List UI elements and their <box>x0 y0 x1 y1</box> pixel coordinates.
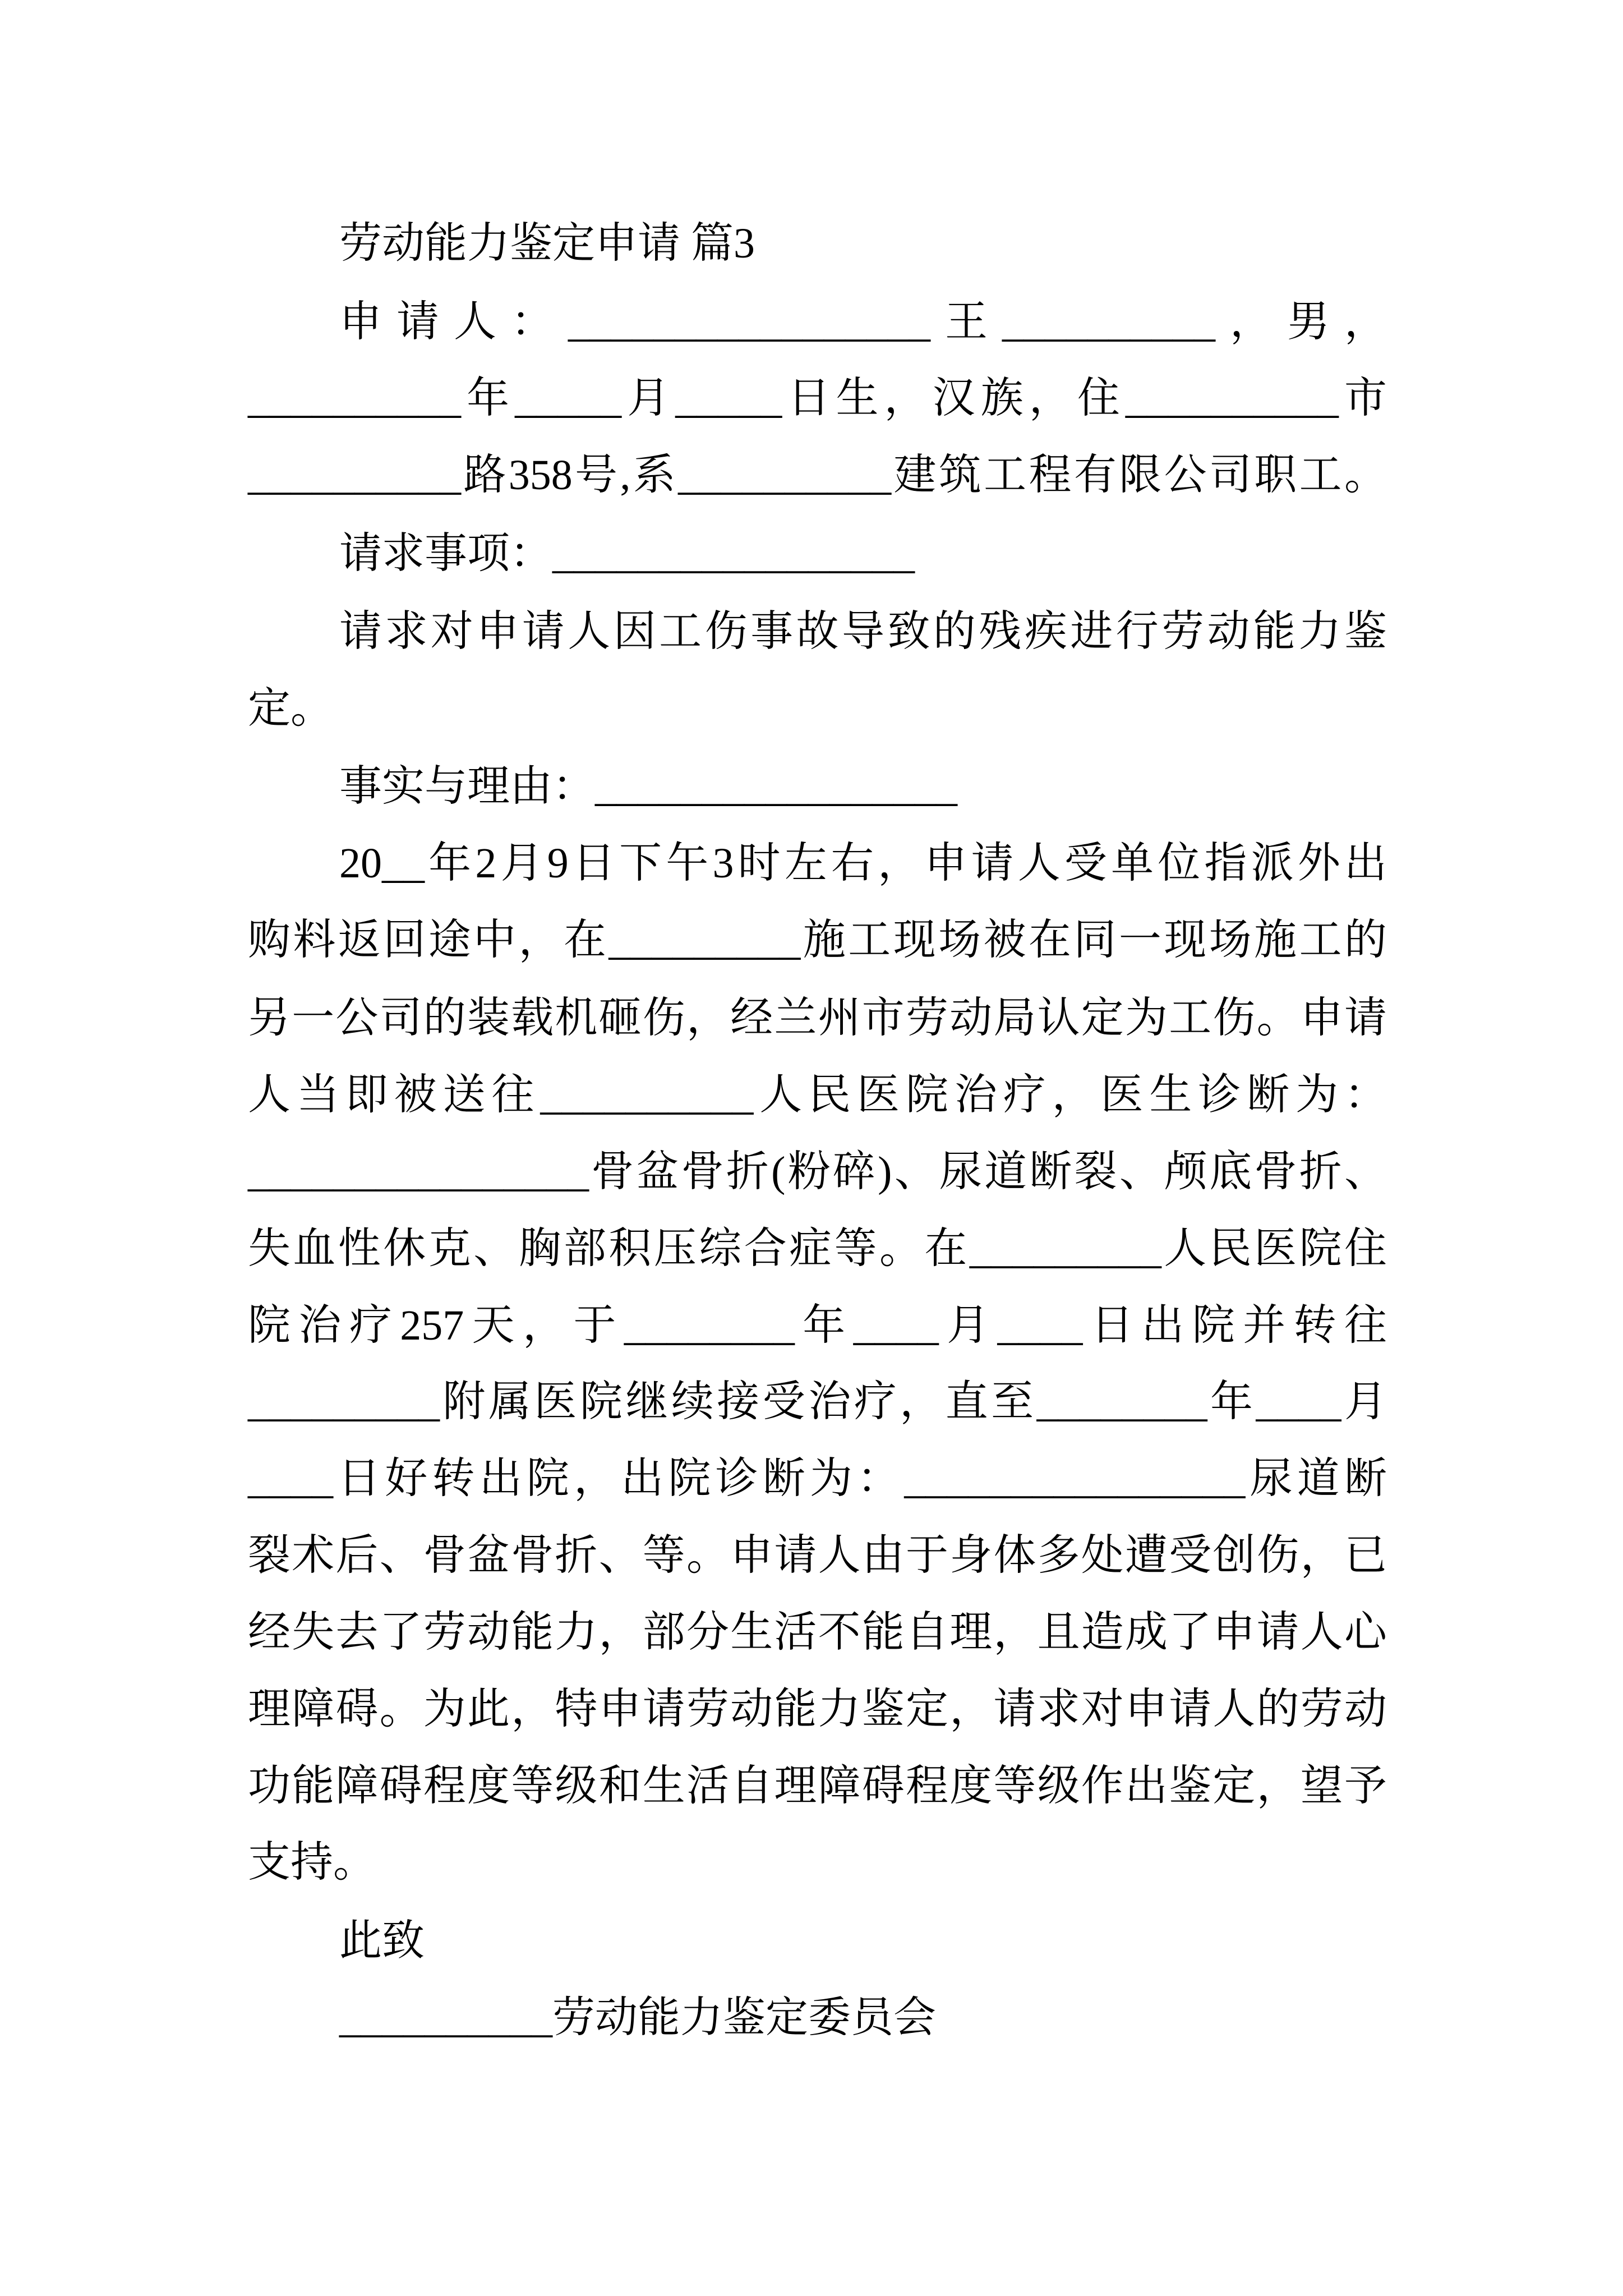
recipient: __________劳动能力鉴定委员会 <box>339 1994 936 2041</box>
applicant-line-3: __________路358号,系__________建筑工程有限公司职工。 <box>248 452 1387 499</box>
request-heading: 请求事项：_________________ <box>339 530 915 577</box>
facts-line-12: 理障碍。为此，特申请劳动能力鉴定，请求对申请人的劳动 <box>248 1686 1387 1733</box>
facts-line-4: 人当即被送往__________人民医院治疗，医生诊断为： <box>248 1071 1387 1119</box>
facts-line-11: 经失去了劳动能力，部分生活不能自理，且造成了申请人心 <box>248 1609 1387 1656</box>
facts-line-5: ________________骨盆骨折(粉碎)、尿道断裂、颅底骨折、 <box>248 1148 1387 1195</box>
facts-line-6: 失血性休克、胸部积压综合症等。在_________人民医院住 <box>248 1225 1387 1272</box>
applicant-line-2: __________年_____月_____日生，汉族，住__________市 <box>248 375 1387 422</box>
facts-heading: 事实与理由：_________________ <box>339 763 957 810</box>
facts-line-7: 院治疗257天，于________年____月____日出院并转往 <box>248 1302 1387 1349</box>
request-line-2: 定。 <box>248 685 333 732</box>
request-line-1: 请求对申请人因工伤事故导致的残疾进行劳动能力鉴 <box>339 608 1387 655</box>
applicant-line-1: 申请人：_________________王__________，男， <box>339 298 1387 346</box>
facts-line-2: 购料返回途中，在_________施工现场被在同一现场施工的 <box>248 917 1387 964</box>
facts-line-13: 功能障碍程度等级和生活自理障碍程度等级作出鉴定，望予 <box>248 1763 1387 1810</box>
facts-line-3: 另一公司的装载机砸伤，经兰州市劳动局认定为工伤。申请 <box>248 995 1387 1042</box>
facts-line-14: 支持。 <box>248 1839 376 1886</box>
facts-line-9: ____日好转出院，出院诊断为：________________尿道断 <box>248 1455 1387 1502</box>
doc-title: 劳动能力鉴定申请 篇3 <box>339 220 755 267</box>
facts-line-10: 裂术后、骨盆骨折、等。申请人由于身体多处遭受创伤，已 <box>248 1532 1387 1579</box>
facts-line-8: _________附属医院继续接受治疗，直至________年____月 <box>248 1378 1387 1425</box>
facts-line-1: 20__年2月9日下午3时左右，申请人受单位指派外出 <box>339 840 1387 887</box>
salutation: 此致 <box>339 1917 425 1964</box>
